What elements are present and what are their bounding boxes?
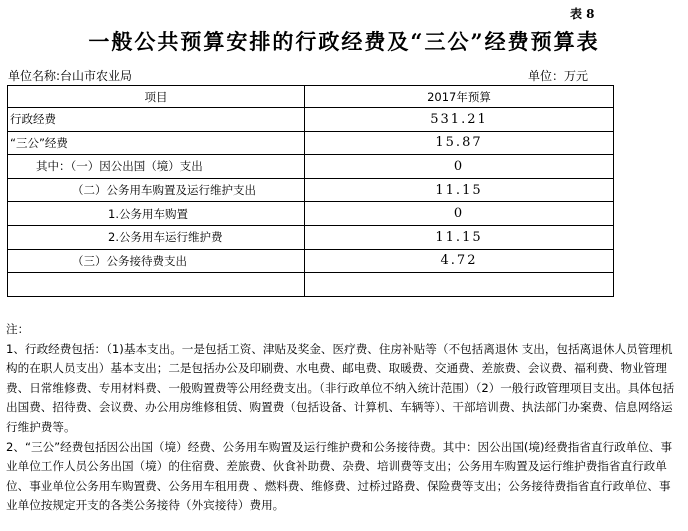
- table-row: [8, 155, 614, 179]
- table-row: [8, 273, 614, 297]
- budget-table: [7, 85, 614, 297]
- table-header-row: [8, 86, 614, 108]
- row-label: [8, 273, 305, 297]
- row-value: 531.21: [305, 108, 614, 132]
- unit-name-value: 台山市农业局: [60, 69, 133, 83]
- row-value: 0: [305, 202, 614, 226]
- row-label: 行政经费: [8, 108, 305, 132]
- table-row: [8, 249, 614, 273]
- row-value: 11.15: [305, 178, 614, 202]
- column-header-item: 项目: [8, 86, 305, 108]
- table-row: [8, 178, 614, 202]
- notes-heading: 注：: [6, 322, 30, 336]
- currency-unit: 单位：万元: [528, 69, 589, 83]
- table-number: 表 8: [570, 7, 595, 21]
- note-administrative-expenses: 1、行政经费包括：（1)基本支出。一是包括工资、津贴及奖金、医疗费、住房补贴等（不包括离退休 支出，包括离退休人员管理机构的在职人员支出）基本支出；二是包括办公及印刷费、水电费、邮电费、取暖费、交通费、差旅费、会议费、福利费、物业管理费、日常维修费、专用材料费、一般购置费等公用经费支出。（非行政单位不纳入统计范围）（2）一般行政管理项目支出。具体包括出国费、招待费、会议费、办公用房维修租赁、购置费（包括设备、计算机、车辆等）、干部培训费、执法部门办案费、信息网络运行维护费等。: [6, 341, 675, 434]
- row-label: 1.公务用车购置: [8, 202, 305, 226]
- row-value: 0: [305, 155, 614, 179]
- column-header-budget: 2017年预算: [305, 86, 614, 108]
- page-title: 一般公共预算安排的行政经费及“三公”经费预算表: [88, 29, 600, 54]
- row-value: 4.72: [305, 249, 614, 273]
- note-three-public-expenses: 2、“三公”经费包括因公出国（境）经费、公务用车购置及运行维护费和公务接待费。其中：因公出国(境)经费指省直行政单位、事业单位工作人员公务出国（境）的住宿费、差旅费、伙食补助费、杂费、培训费等支出；公务用车购置及运行维护费指省直行政单位、事业单位公务用车购置费、公务用车租用费 、燃料费、维修费、过桥过路费、保险费等支出；公务接待费指省直行政单位、事业单位按规定开支的各类公务接待（外宾接待）费用。: [6, 439, 673, 513]
- row-value: 11.15: [305, 225, 614, 249]
- row-label: （二）公务用车购置及运行维护支出: [8, 178, 305, 202]
- row-value: 15.87: [305, 131, 614, 155]
- unit-name-label: 单位名称:: [8, 69, 61, 83]
- table-row: [8, 108, 614, 132]
- notes-section: [6, 320, 682, 516]
- row-label: 其中：（一）因公出国（境）支出: [8, 155, 305, 179]
- row-value: [305, 273, 614, 297]
- unit-name: [8, 67, 132, 84]
- row-label: （三）公务接待费支出: [8, 249, 305, 273]
- table-row: [8, 225, 614, 249]
- row-label: “三公”经费: [8, 131, 305, 155]
- table-row: [8, 131, 614, 155]
- table-row: [8, 202, 614, 226]
- row-label: 2.公务用车运行维护费: [8, 225, 305, 249]
